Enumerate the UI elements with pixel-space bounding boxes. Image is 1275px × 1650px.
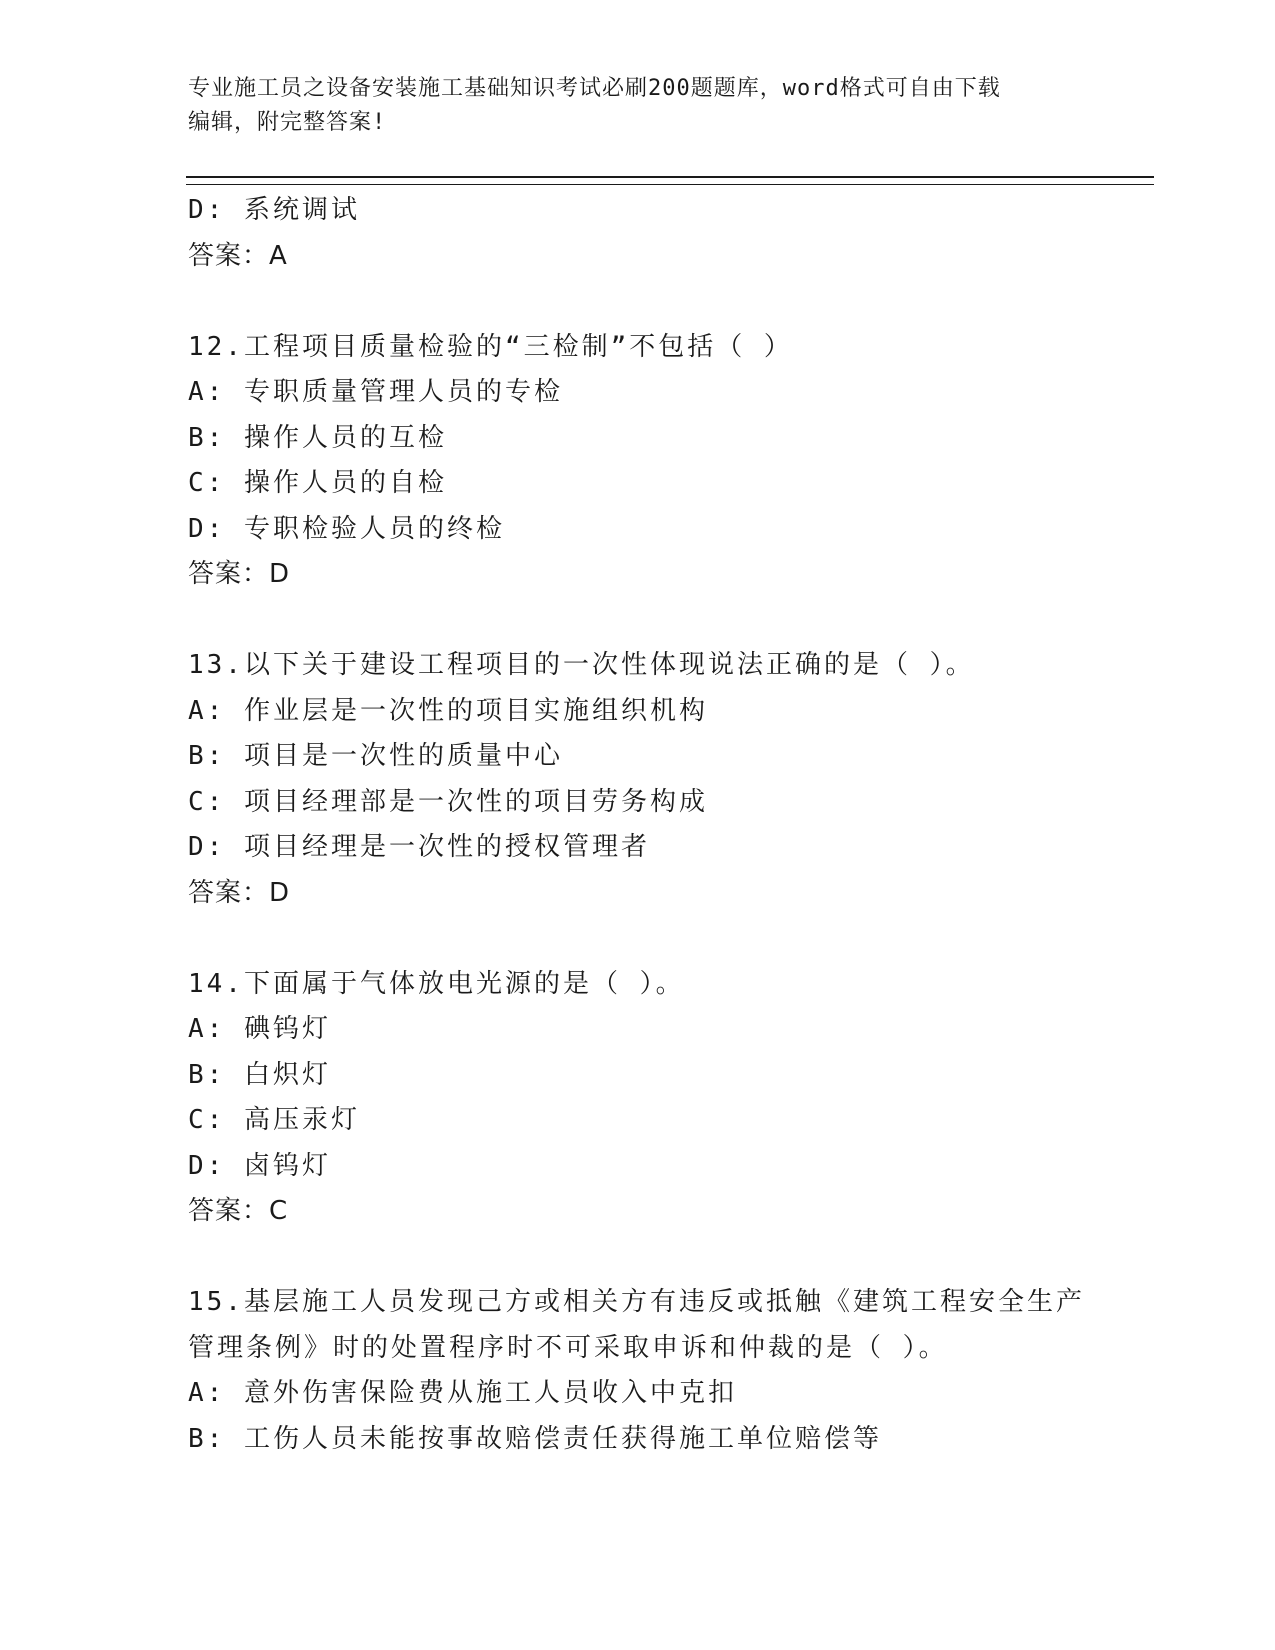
option-a: A: 作业层是一次性的项目实施组织机构 — [188, 695, 708, 726]
answer: 答案：D — [188, 877, 291, 908]
option-a: A: 意外伤害保险费从施工人员收入中克扣 — [188, 1378, 737, 1408]
option-c: C: 操作人员的自检 — [188, 468, 447, 498]
answer: 答案：A — [188, 240, 288, 271]
spacer — [188, 1235, 1088, 1281]
option-d: D: 卤钨灯 — [188, 1150, 331, 1181]
header-line-2: 编辑，附完整答案! — [188, 110, 387, 135]
answer: 答案：D — [188, 559, 291, 589]
document-header — [188, 72, 1088, 140]
header-divider — [186, 176, 1154, 185]
question-stem: 14.下面属于气体放电光源的是（ ）。 — [188, 968, 685, 999]
option-b: B: 项目是一次性的质量中心 — [188, 741, 563, 771]
option-b: B: 操作人员的互检 — [188, 422, 447, 453]
option-a: A: 碘钨灯 — [188, 1014, 331, 1044]
spacer — [188, 916, 1088, 962]
header-line-1: 专业施工员之设备安装施工基础知识考试必刷200题题库，word格式可自由下载 — [188, 76, 1001, 101]
option-a: A: 专职质量管理人员的专检 — [188, 377, 563, 407]
question-list — [188, 188, 1088, 1462]
question-stem: 12.工程项目质量检验的“三检制”不包括（ ） — [188, 331, 793, 362]
option-b: B: 白炽灯 — [188, 1059, 331, 1090]
question-stem: 13.以下关于建设工程项目的一次性体现说法正确的是（ ）。 — [188, 650, 975, 680]
spacer — [188, 598, 1088, 644]
spacer — [188, 279, 1088, 325]
question-stem-line-2: 管理条例》时的处置程序时不可采取申诉和仲裁的是（ ）。 — [188, 1332, 948, 1363]
option-b: B: 工伤人员未能按事故赔偿责任获得施工单位赔偿等 — [188, 1423, 882, 1454]
answer: 答案：C — [188, 1196, 289, 1226]
option-d: D: 专职检验人员的终检 — [188, 513, 505, 544]
option-d: D: 项目经理是一次性的授权管理者 — [188, 832, 650, 862]
question-stem-line-1: 15.基层施工人员发现己方或相关方有违反或抵触《建筑工程安全生产 — [188, 1287, 1085, 1317]
option-c: C: 项目经理部是一次性的项目劳务构成 — [188, 786, 708, 817]
option-c: C: 高压汞灯 — [188, 1105, 360, 1135]
option-d: D: 系统调试 — [188, 195, 360, 225]
